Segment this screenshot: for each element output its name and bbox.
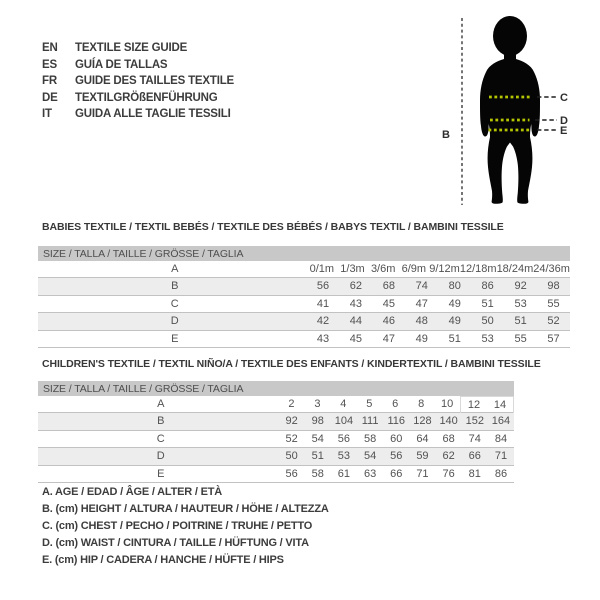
table-cell: 4 bbox=[340, 398, 347, 410]
children-section-title: CHILDREN'S TEXTILE / TEXTIL NIÑO/A / TEXTILE DES ENFANTS / KINDERTEXTIL / BAMBINI TESSILE bbox=[42, 358, 541, 370]
table-cell: 3/6m bbox=[370, 263, 396, 275]
figure-label-waist: D bbox=[560, 115, 568, 127]
table-cell: 49 bbox=[448, 297, 461, 310]
table-cell: 59 bbox=[416, 450, 429, 463]
table-cell: 12 bbox=[460, 396, 487, 413]
table-cell: 71 bbox=[416, 467, 429, 480]
language-guide-title: TEXTILE SIZE GUIDE bbox=[75, 42, 188, 55]
table-cell: 55 bbox=[547, 297, 560, 310]
table-cell: 56 bbox=[337, 432, 351, 445]
table-cell: 98 bbox=[547, 280, 560, 293]
table-cell: 14 bbox=[487, 396, 514, 413]
table-cell: 1/3m bbox=[340, 263, 365, 275]
table-cell: 60 bbox=[390, 432, 403, 445]
row-label: C bbox=[156, 432, 165, 445]
table-row bbox=[38, 448, 514, 465]
child-head bbox=[493, 16, 527, 56]
table-cell: 43 bbox=[316, 332, 330, 345]
children-table-rows bbox=[38, 396, 514, 483]
table-cell: 0/1m bbox=[309, 263, 335, 275]
table-cell: 86 bbox=[494, 467, 508, 480]
table-cell: 43 bbox=[349, 297, 363, 310]
row-label: C bbox=[170, 297, 179, 310]
table-cell: 128 bbox=[413, 415, 432, 428]
table-cell: 58 bbox=[363, 432, 377, 445]
language-row bbox=[42, 40, 234, 57]
table-cell: 9/12m bbox=[429, 263, 460, 275]
table-cell: 64 bbox=[416, 432, 429, 445]
table-cell: 5 bbox=[366, 398, 373, 410]
table-cell: 140 bbox=[439, 415, 458, 428]
row-label: E bbox=[171, 332, 179, 345]
table-row bbox=[38, 466, 514, 483]
table-cell: 6 bbox=[392, 398, 399, 410]
language-row bbox=[42, 57, 234, 74]
table-cell: 80 bbox=[448, 280, 461, 293]
table-cell: 62 bbox=[442, 450, 455, 463]
row-values bbox=[279, 448, 515, 464]
language-guide-title: GUÍA DE TALLAS bbox=[75, 58, 168, 71]
measurement-legend bbox=[42, 483, 329, 568]
table-cell: 51 bbox=[481, 297, 494, 310]
table-cell: 152 bbox=[465, 415, 484, 428]
table-cell: 66 bbox=[468, 450, 481, 463]
table-cell: 10 bbox=[440, 398, 454, 410]
figure-label-chest: C bbox=[560, 92, 568, 104]
table-row bbox=[38, 331, 570, 348]
language-guide-title: TEXTILGRÖßENFÜHRUNG bbox=[75, 91, 218, 104]
child-body bbox=[480, 52, 540, 204]
table-cell: 47 bbox=[415, 297, 428, 310]
table-cell: 68 bbox=[442, 432, 455, 445]
table-cell: 56 bbox=[390, 450, 403, 463]
language-guide-title: GUIDA ALLE TAGLIE TESSILI bbox=[75, 108, 231, 121]
table-cell: 74 bbox=[415, 280, 428, 293]
legend-line bbox=[42, 517, 329, 534]
legend-text: A. AGE / EDAD / ÂGE / ALTER / ETÀ bbox=[42, 485, 223, 498]
table-cell: 111 bbox=[361, 415, 379, 428]
language-row bbox=[42, 90, 234, 107]
row-values bbox=[307, 261, 571, 277]
legend-line bbox=[42, 483, 329, 500]
table-cell: 3 bbox=[314, 398, 321, 410]
language-code: IT bbox=[42, 108, 52, 121]
table-cell: 48 bbox=[415, 315, 428, 328]
table-cell: 52 bbox=[547, 315, 560, 328]
table-row bbox=[38, 278, 570, 295]
table-cell: 56 bbox=[285, 467, 298, 480]
table-cell: 6/9m bbox=[401, 263, 427, 275]
table-cell: 51 bbox=[311, 450, 324, 463]
row-values bbox=[279, 431, 515, 447]
table-cell: 53 bbox=[337, 450, 351, 463]
table-cell: 53 bbox=[514, 297, 527, 310]
table-cell: 61 bbox=[337, 467, 351, 480]
table-cell: 53 bbox=[481, 332, 494, 345]
table-cell: 164 bbox=[491, 415, 511, 428]
table-cell: 45 bbox=[349, 332, 363, 345]
row-values bbox=[307, 278, 571, 294]
figure-label-height: B bbox=[442, 129, 450, 141]
row-label: D bbox=[170, 315, 179, 328]
row-values bbox=[307, 296, 571, 312]
table-cell: 49 bbox=[448, 315, 461, 328]
table-cell: 41 bbox=[316, 297, 330, 310]
table-row bbox=[38, 413, 514, 430]
language-code: ES bbox=[42, 58, 57, 71]
table-cell: 46 bbox=[382, 315, 395, 328]
row-values bbox=[279, 466, 515, 482]
row-values bbox=[279, 413, 515, 429]
table-cell: 92 bbox=[285, 415, 298, 428]
table-cell: 54 bbox=[311, 432, 324, 445]
figure-label-hip: E bbox=[560, 125, 568, 137]
language-title-list bbox=[42, 40, 234, 123]
row-label: B bbox=[157, 415, 165, 428]
row-label: D bbox=[156, 450, 165, 463]
table-cell: 116 bbox=[387, 415, 406, 428]
table-cell: 76 bbox=[442, 467, 455, 480]
table-cell: 71 bbox=[494, 450, 508, 463]
legend-line bbox=[42, 551, 329, 568]
language-code: FR bbox=[42, 75, 57, 88]
language-guide-title: GUIDE DES TAILLES TEXTILE bbox=[75, 75, 234, 88]
table-cell: 84 bbox=[494, 432, 508, 445]
table-cell: 55 bbox=[514, 332, 527, 345]
table-cell: 50 bbox=[481, 315, 494, 328]
table-row bbox=[38, 313, 570, 330]
table-cell: 52 bbox=[285, 432, 298, 445]
legend-line bbox=[42, 534, 329, 551]
table-cell: 51 bbox=[514, 315, 527, 328]
table-row bbox=[38, 431, 514, 448]
child-measurement-figure bbox=[440, 8, 580, 210]
table-row bbox=[38, 261, 570, 278]
row-label: A bbox=[171, 263, 179, 275]
table-cell: 56 bbox=[316, 280, 330, 293]
table-cell: 57 bbox=[547, 332, 560, 345]
table-row bbox=[38, 396, 514, 413]
table-cell: 58 bbox=[311, 467, 324, 480]
row-label: A bbox=[157, 398, 165, 410]
table-cell: 44 bbox=[349, 315, 363, 328]
row-label: B bbox=[171, 280, 179, 293]
table-cell: 62 bbox=[349, 280, 363, 293]
table-cell: 54 bbox=[363, 450, 377, 463]
table-cell: 50 bbox=[285, 450, 298, 463]
babies-size-table bbox=[38, 246, 570, 348]
table-cell: 2 bbox=[288, 398, 295, 410]
table-cell: 8 bbox=[418, 398, 425, 410]
table-cell: 47 bbox=[382, 332, 395, 345]
table-cell: 63 bbox=[363, 467, 377, 480]
row-label: E bbox=[157, 467, 165, 480]
legend-text: B. (cm) HEIGHT / ALTURA / HAUTEUR / HÖHE / ALTEZZA bbox=[42, 502, 329, 515]
legend-text: D. (cm) WAIST / CINTURA / TAILLE / HÜFTUNG / VITA bbox=[42, 536, 309, 549]
table-cell: 49 bbox=[415, 332, 428, 345]
table-cell: 74 bbox=[468, 432, 481, 445]
table-cell: 42 bbox=[316, 315, 330, 328]
table-cell: 81 bbox=[468, 467, 481, 480]
size-header-bar: SIZE / TALLA / TAILLE / GRÖSSE / TAGLIA bbox=[38, 246, 570, 261]
size-header-bar: SIZE / TALLA / TAILLE / GRÖSSE / TAGLIA bbox=[38, 381, 514, 396]
table-cell: 66 bbox=[390, 467, 403, 480]
table-cell: 98 bbox=[311, 415, 324, 428]
legend-text: E. (cm) HIP / CADERA / HANCHE / HÜFTE / HIPS bbox=[42, 553, 284, 566]
language-code: DE bbox=[42, 91, 58, 104]
children-size-table bbox=[38, 381, 514, 483]
table-cell: 24/36m bbox=[533, 263, 570, 275]
table-cell: 12/18m bbox=[459, 263, 497, 275]
table-row bbox=[38, 296, 570, 313]
language-code: EN bbox=[42, 42, 58, 55]
babies-table-rows bbox=[38, 261, 570, 348]
table-cell: 18/24m bbox=[496, 263, 534, 275]
legend-text: C. (cm) CHEST / PECHO / POITRINE / TRUHE / PETTO bbox=[42, 519, 313, 532]
table-cell: 68 bbox=[382, 280, 395, 293]
row-values bbox=[307, 313, 571, 329]
table-cell: 86 bbox=[481, 280, 494, 293]
language-row bbox=[42, 73, 234, 90]
table-cell: 45 bbox=[382, 297, 395, 310]
row-values bbox=[307, 331, 571, 347]
table-cell: 92 bbox=[514, 280, 527, 293]
row-values bbox=[279, 396, 515, 412]
language-row bbox=[42, 106, 234, 123]
table-cell: 104 bbox=[334, 415, 354, 428]
table-cell: 51 bbox=[448, 332, 461, 345]
babies-section-title: BABIES TEXTILE / TEXTIL BEBÉS / TEXTILE DES BÉBÉS / BABYS TEXTIL / BAMBINI TESSILE bbox=[42, 221, 504, 233]
legend-line bbox=[42, 500, 329, 517]
